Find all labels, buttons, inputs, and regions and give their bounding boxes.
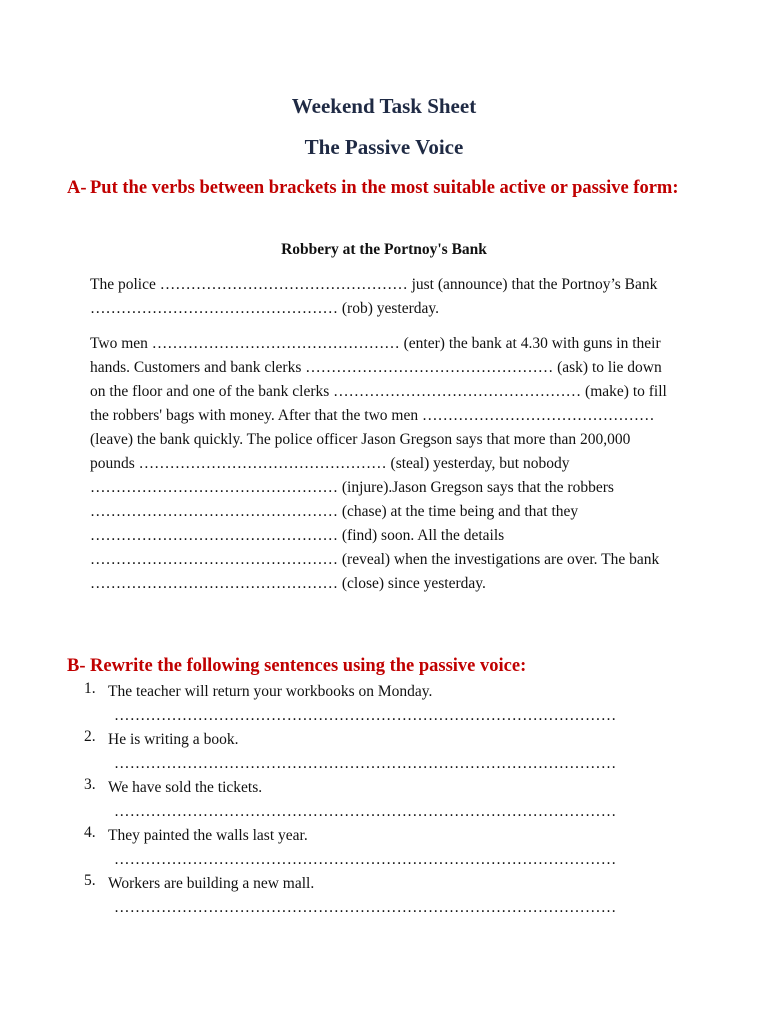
exercise-sentence: He is writing a book. — [108, 731, 239, 748]
page-title: Weekend Task Sheet — [291, 94, 477, 118]
exercise-item — [84, 872, 684, 920]
exercise-sentence: The teacher will return your workbooks on Monday. — [108, 683, 433, 700]
section-b-instruction: Rewrite the following sentences using the passive voice: — [90, 656, 527, 676]
answer-line: …………………………………………………………………………………… — [114, 851, 617, 868]
section-a-letter: A- — [67, 178, 87, 198]
answer-line: …………………………………………………………………………………… — [114, 803, 617, 820]
exercise-item — [84, 680, 684, 728]
exercise-sentence: Workers are building a new mall. — [108, 875, 315, 892]
section-b-heading — [67, 653, 707, 680]
exercise-number: 2. — [84, 728, 96, 745]
exercise-number: 1. — [84, 680, 96, 697]
story-paragraph-1: The police ………………………………………… just (announce) that the Portnoy’s Bank ………………………………………… (rob) yesterday. — [90, 276, 658, 317]
section-a-instruction: Put the verbs between brackets in the most suitable active or passive form: — [90, 178, 679, 198]
story-paragraph-2: Two men ………………………………………… (enter) the bank at 4.30 with guns in their hands. Customers and bank clerks ………………………………………… (ask) to lie down on the floor and one of the bank clerks ………………………………………… (make) to fill the robbers' bags with money. After that the two men ……………………………………… (leave) the bank quickly. The police officer Jason Gregson says that more than 200,000 pounds ………………………………………… (steal) yesterday, but nobody ………………………………………… (injure).Jason Gregson says that the robbers ………………………………………… (chase) at the time being and that they ………………………………………… (find) soon. All the details ………………………………………… (reveal) when the investigations are over. The bank ………………………………………… (close) since yesterday. — [90, 335, 667, 592]
exercise-list — [84, 680, 684, 920]
exercise-sentence: They painted the walls last year. — [108, 827, 308, 844]
exercise-sentence: We have sold the tickets. — [108, 779, 263, 796]
exercise-number: 4. — [84, 824, 96, 841]
exercise-number: 5. — [84, 872, 96, 889]
section-a-heading — [67, 175, 707, 202]
exercise-item — [84, 824, 684, 872]
section-b-letter: B- — [67, 656, 86, 676]
answer-line: …………………………………………………………………………………… — [114, 707, 617, 724]
exercise-item — [84, 776, 684, 824]
page-subtitle: The Passive Voice — [304, 135, 464, 159]
exercise-item — [84, 728, 684, 776]
story-title: Robbery at the Portnoy's Bank — [281, 241, 487, 258]
exercise-number: 3. — [84, 776, 96, 793]
answer-line: …………………………………………………………………………………… — [114, 755, 617, 772]
answer-line: …………………………………………………………………………………… — [114, 899, 617, 916]
